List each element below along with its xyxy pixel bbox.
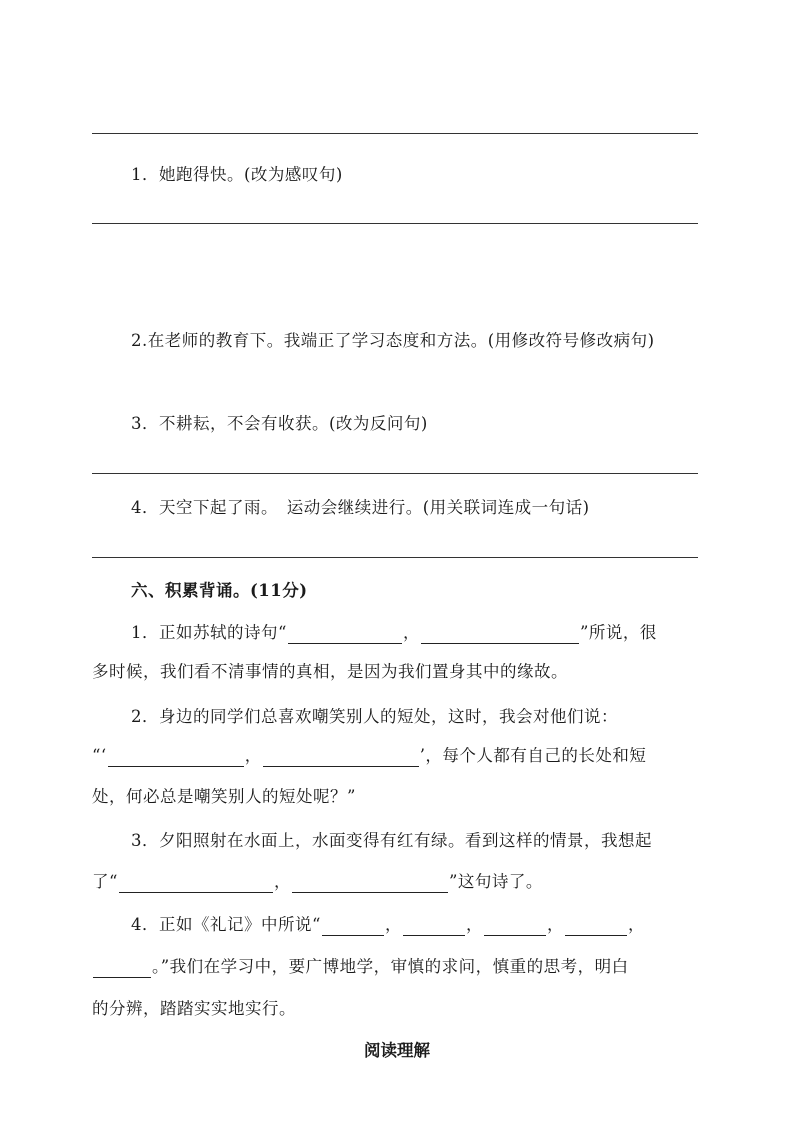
question-2: 2.在老师的教育下。我端正了学习态度和方法。(用修改符号修改病句) bbox=[131, 331, 655, 350]
answer-line-q1[interactable] bbox=[92, 223, 698, 224]
question-3: 3．不耕耘，不会有收获。(改为反问句) bbox=[131, 414, 428, 433]
fill-blank[interactable] bbox=[292, 874, 448, 893]
fill-blank[interactable] bbox=[484, 917, 546, 936]
recite-item-4-line-2: 。”我们在学习中，要广博地学，审慎的求问，慎重的思考，明白 bbox=[92, 956, 629, 978]
recite-item-4-line-1: 4．正如《礼记》中所说“ ， ， ， ， bbox=[131, 915, 645, 934]
recite-item-4-line-3: 的分辨，踏踏实实地实行。 bbox=[92, 999, 296, 1018]
answer-line-top bbox=[92, 133, 698, 134]
answer-line-q3[interactable] bbox=[92, 473, 698, 474]
recite-item-3-line-1: 3．夕阳照射在水面上，水面变得有红有绿。看到这样的情景，我想起 bbox=[131, 831, 652, 850]
recite-item-1-line-1: 1．正如苏轼的诗句“ ， ”所说，很 bbox=[131, 623, 657, 642]
fill-blank[interactable] bbox=[288, 625, 402, 644]
fill-blank[interactable] bbox=[565, 917, 627, 936]
reading-title: 阅读理解 bbox=[364, 1041, 430, 1060]
fill-blank[interactable] bbox=[119, 874, 273, 893]
fill-blank[interactable] bbox=[322, 917, 384, 936]
recite-item-1-line-2: 多时候，我们看不清事情的真相，是因为我们置身其中的缘故。 bbox=[92, 662, 568, 681]
fill-blank[interactable] bbox=[108, 748, 244, 767]
section-heading: 六、积累背诵。(11分) bbox=[131, 581, 308, 600]
answer-line-q4[interactable] bbox=[92, 557, 698, 558]
fill-blank[interactable] bbox=[263, 748, 419, 767]
question-1: 1．她跑得快。(改为感叹句) bbox=[131, 165, 343, 184]
fill-blank[interactable] bbox=[421, 625, 579, 644]
fill-blank[interactable] bbox=[93, 959, 151, 978]
recite-item-2-line-3: 处，何必总是嘲笑别人的短处呢？” bbox=[92, 787, 356, 806]
recite-item-3-line-2: 了“ ， ”这句诗了。 bbox=[92, 872, 543, 891]
recite-item-2-line-1: 2．身边的同学们总喜欢嘲笑别人的短处，这时，我会对他们说： bbox=[131, 707, 618, 726]
question-4: 4．天空下起了雨。 运动会继续进行。(用关联词连成一句话) bbox=[131, 498, 590, 517]
recite-item-2-line-2: “‘ ， ’，每个人都有自己的长处和短 bbox=[92, 746, 647, 765]
fill-blank[interactable] bbox=[403, 917, 465, 936]
